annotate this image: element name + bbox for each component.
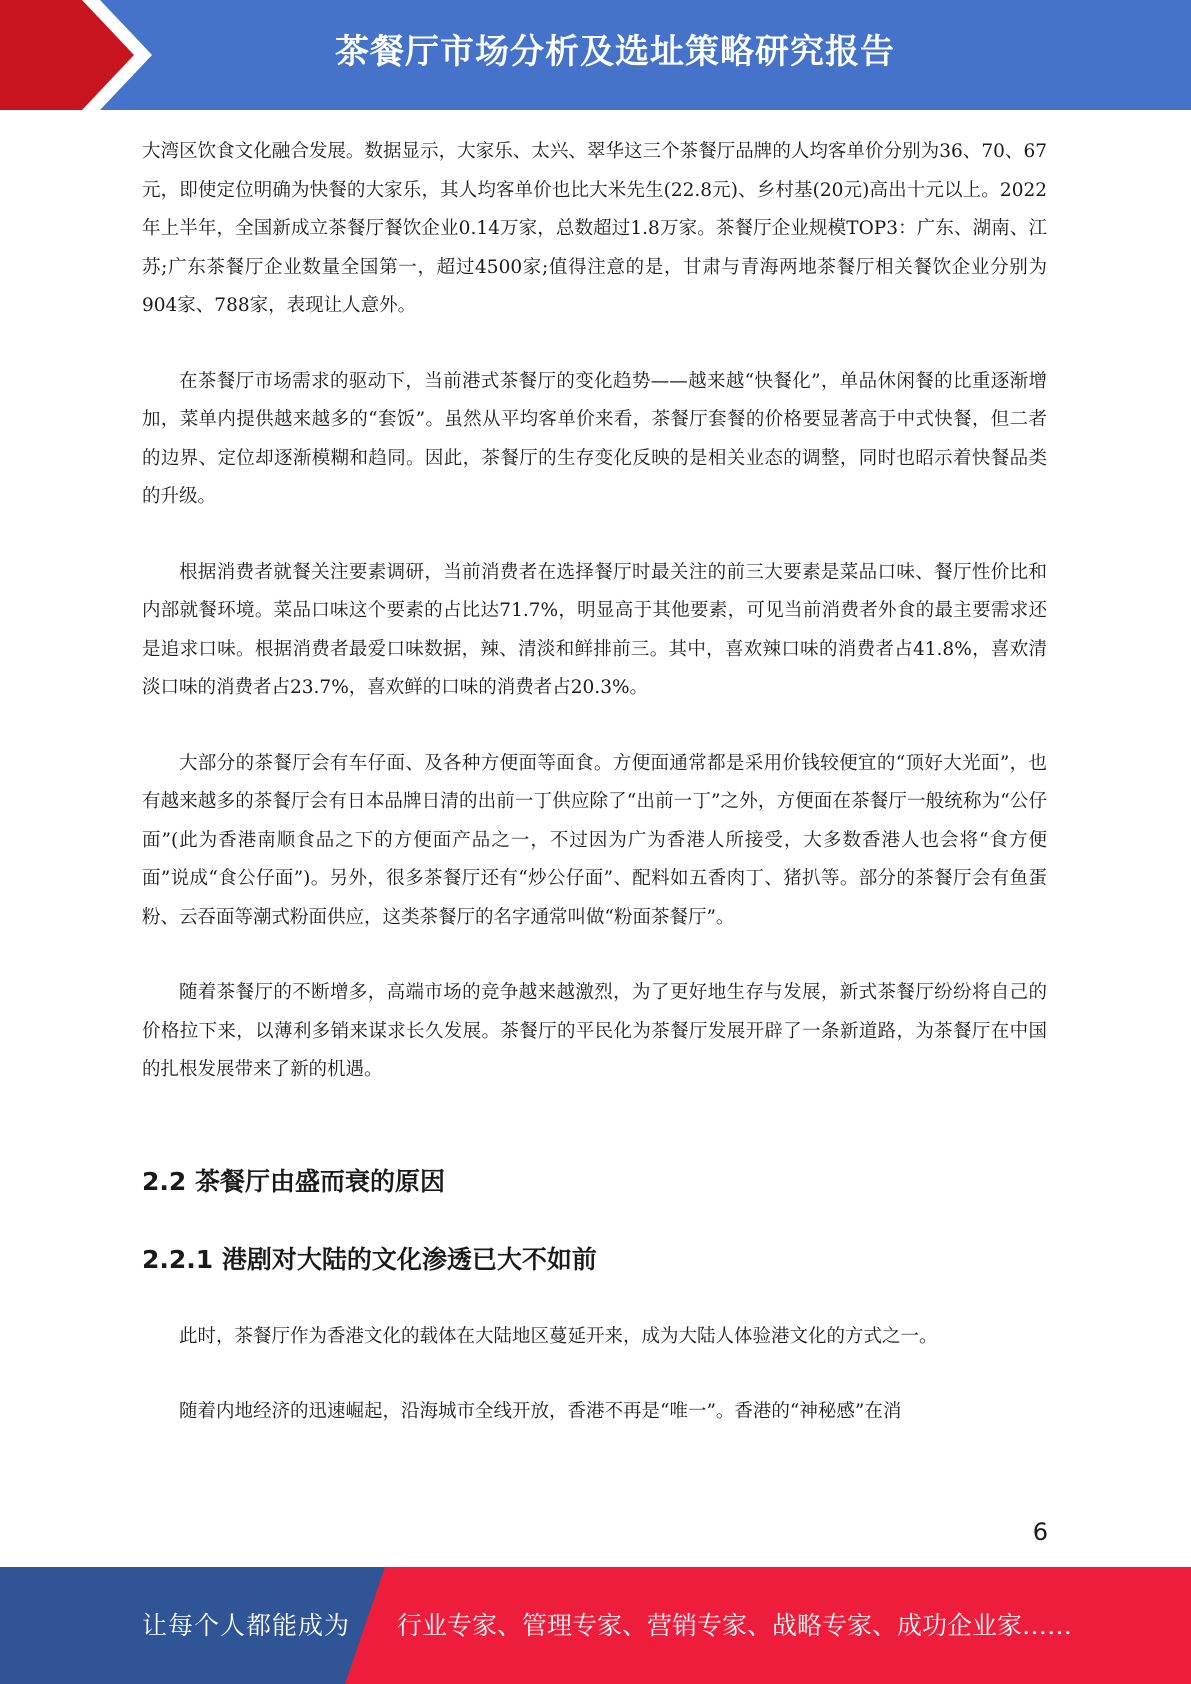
page-header: [0, 0, 1191, 110]
footer-slogan-left: 让每个人都能成为: [142, 1611, 351, 1640]
body-paragraph: 此时，茶餐厅作为香港文化的载体在大陆地区蔓延开来，成为大陆人体验港文化的方式之一。: [179, 1325, 938, 1347]
section-heading: 2.2 茶餐厅由盛而衰的原因: [142, 1166, 445, 1196]
body-paragraph: 随着茶餐厅的不断增多，高端市场的竞争越来越激烈，为了更好地生存与发展，新式茶餐厅纷纷将自己的价格拉下来，以薄利多销来谋求长久发展。茶餐厅的平民化为茶餐厅发展开辟了一条新道路，为茶餐厅在中国的扎根发展带来了新的机遇。: [142, 982, 1047, 1080]
page-footer: [0, 1567, 1191, 1684]
footer-slogan-right: 行业专家、管理专家、营销专家、战略专家、成功企业家……: [397, 1611, 1073, 1640]
body-paragraph: 在茶餐厅市场需求的驱动下，当前港式茶餐厅的变化趋势——越来越“快餐化”，单品休闲餐的比重逐渐增加，菜单内提供越来越多的“套饭”。虽然从平均客单价来看，茶餐厅套餐的价格要显著高于中式快餐，但二者的边界、定位却逐渐模糊和趋同。因此，茶餐厅的生存变化反映的是相关业态的调整，同时也昭示着快餐品类的升级。: [142, 370, 1047, 507]
body-paragraph: 大湾区饮食文化融合发展。数据显示，大家乐、太兴、翠华这三个茶餐厅品牌的人均客单价分别为36、70、67元，即使定位明确为快餐的大家乐，其人均客单价也比大米先生(22.8元)、乡村基(20元)高出十元以上。2022年上半年，全国新成立茶餐厅餐饮企业0.14万家，总数超过1.8万家。茶餐厅企业规模TOP3：广东、湖南、江苏;广东茶餐厅企业数量全国第一，超过4500家;值得注意的是，甘肃与青海两地茶餐厅相关餐饮企业分别为904家、788家，表现让人意外。: [142, 141, 1047, 316]
body-paragraph: 根据消费者就餐关注要素调研，当前消费者在选择餐厅时最关注的前三大要素是菜品口味、餐厅性价比和内部就餐环境。菜品口味这个要素的占比达71.7%，明显高于其他要素，可见当前消费者外食的最主要需求还是追求口味。根据消费者最爱口味数据，辣、清淡和鲜排前三。其中，喜欢辣口味的消费者占41.8%，喜欢清淡口味的消费者占23.7%，喜欢鲜的口味的消费者占20.3%。: [142, 561, 1047, 698]
header-title: 茶餐厅市场分析及选址策略研究报告: [335, 32, 895, 72]
body-paragraph: 大部分的茶餐厅会有车仔面、及各种方便面等面食。方便面通常都是采用价钱较便宜的“顶好大光面”，也有越来越多的茶餐厅会有日本品牌日清的出前一丁供应除了“出前一丁”之外，方便面在茶餐厅一般统称为“公仔面”(此为香港南顺食品之下的方便面产品之一，不过因为广为香港人所接受，大多数香港人也会将“食方便面”说成“食公仔面”)。另外，很多茶餐厅还有“炒公仔面”、配料如五香肉丁、猪扒等。部分的茶餐厅会有鱼蛋粉、云吞面等潮式粉面供应，这类茶餐厅的名字通常叫做“粉面茶餐厅”。: [142, 752, 1047, 928]
subsection-heading: 2.2.1 港剧对大陆的文化渗透已大不如前: [142, 1244, 597, 1274]
page-number: 6: [1032, 1518, 1048, 1546]
body-paragraph: 随着内地经济的迅速崛起，沿海城市全线开放，香港不再是“唯一”。香港的“神秘感”在消: [179, 1401, 902, 1422]
report-body: [142, 133, 1047, 1469]
